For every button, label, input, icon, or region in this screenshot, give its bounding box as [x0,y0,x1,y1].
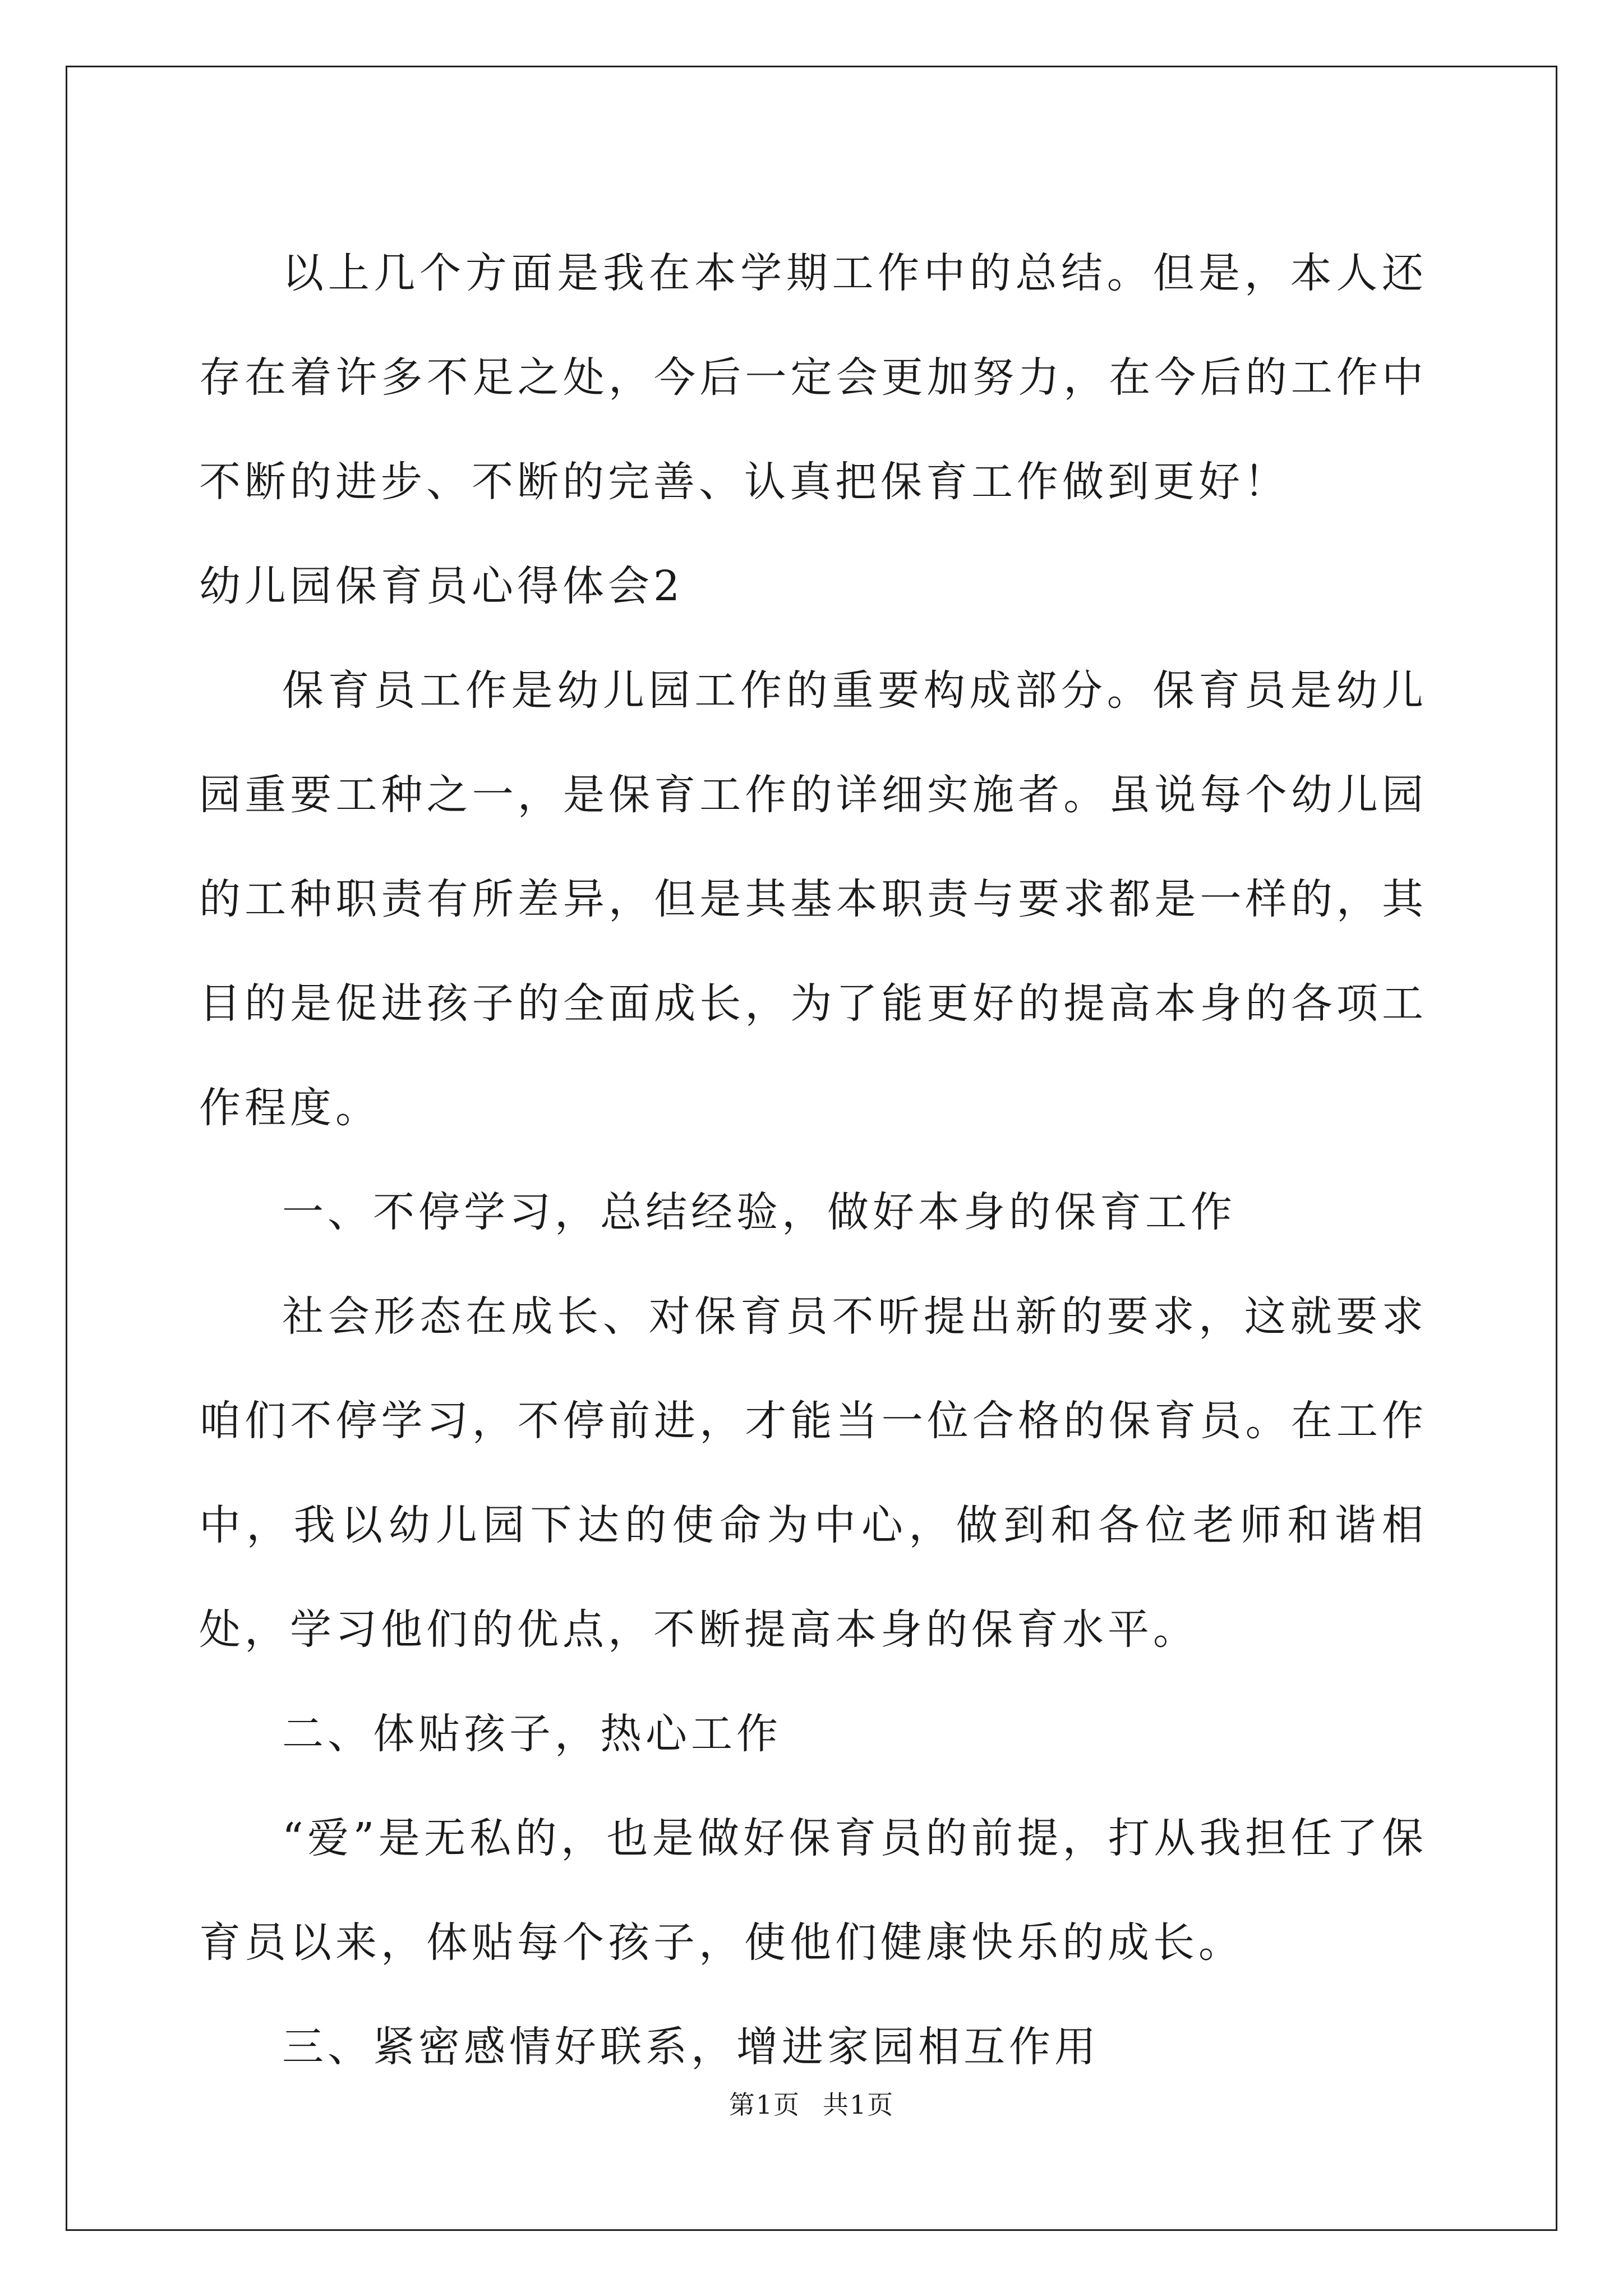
subheading-one: 一、不停学习，总结经验，做好本身的保育工作 [282,1188,1236,1236]
subheading-two: 二、体贴孩子，热心工作 [282,1710,782,1758]
document-body [199,221,1427,2099]
paragraph-intro: 保育员工作是幼儿园工作的重要构成部分。保育员是幼儿园重要工种之一，是保育工作的详细实施者。虽说每个幼儿园的工种职责有所差异，但是其基本职责与要求都是一样的，其目的是促进孩子的全面成长，为了能更好的提高本身的各项工作程度。 [199,666,1427,1132]
paragraph-summary: 以上几个方面是我在本学期工作中的总结。但是，本人还存在着许多不足之处，今后一定会更加努力，在今后的工作中不断的进步、不断的完善、认真把保育工作做到更好！ [199,249,1427,506]
paragraph-one: 社会形态在成长、对保育员不听提出新的要求，这就要求咱们不停学习，不停前进，才能当一位合格的保育员。在工作中，我以幼儿园下达的使命为中心，做到和各位老师和谐相处，学习他们的优点，不断提高本身的保育水平。 [199,1292,1427,1654]
page-footer [0,2088,1623,2122]
paragraph-two: “爱”是无私的，也是做好保育员的前提，打从我担任了保育员以来，体贴每个孩子，使他们健康快乐的成长。 [199,1814,1427,1967]
page-number: 第1页 [728,2090,800,2120]
subheading-three: 三、紧密感情好联系，增进家园相互作用 [282,2023,1100,2071]
page-total: 共1页 [823,2090,895,2120]
section-title: 幼儿园保育员心得体会2 [199,562,684,610]
